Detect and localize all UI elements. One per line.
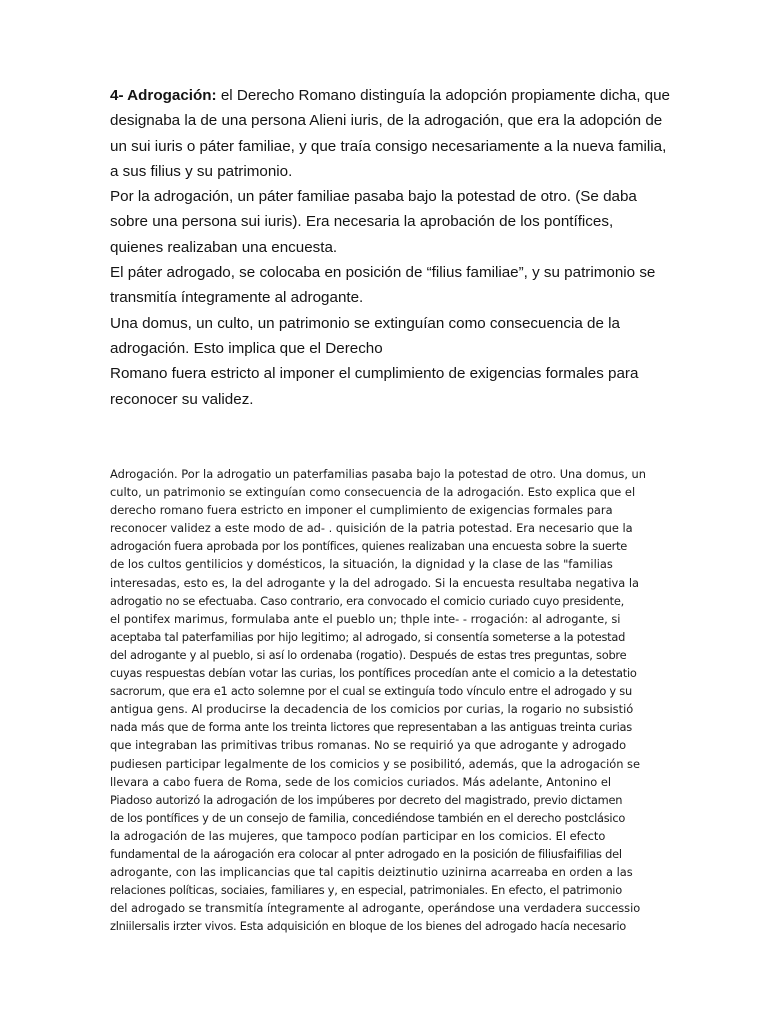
paragraph-filius-familiae: El páter adrogado, se colocaba en posición de “filius familiae”, y su patrimonio se transmitía íntegramente al adrogante. bbox=[110, 264, 656, 307]
text-line: relaciones políticas, sociaies, familiares y, en especial, patrimoniales. En efecto, el patrimonio bbox=[110, 883, 622, 898]
text-line: de los pontífices y de un consejo de familia, concediéndose también en el derecho postclásico bbox=[110, 810, 626, 825]
paragraph-intro bbox=[110, 83, 670, 184]
paragraph-potestad: Por la adrogación, un páter familiae pasaba bajo la potestad de otro. (Se daba sobre una persona sui iuris). Era necesaria la aprobación de los pontífices, quienes realizaban una encuesta. bbox=[110, 188, 637, 256]
text-line: del adrogado se transmitía íntegramente al adrogante, operándose una verdadera successio bbox=[110, 901, 641, 916]
text-line: reconocer validez a este modo de ad- . quisición de la patria potestad. Era necesario que la bbox=[110, 521, 633, 536]
text-line: cuyas respuestas debían votar las curias, los pontífices procedían ante el comicio a la detestatio bbox=[110, 666, 637, 681]
text-line: pudiesen participar legalmente de los comicios y se posibilitó, además, que la adrogación se bbox=[110, 756, 640, 771]
text-line: adrogación fuera aprobada por los pontífices, quienes realizaban una encuesta sobre la suerte bbox=[110, 539, 628, 554]
text-line: Piadoso autorizó la adrogación de los impúberes por decreto del magistrado, previo dictamen bbox=[110, 792, 623, 807]
text-line: que integraban las primitivas tribus romanas. No se requirió ya que adrogante y adrogado bbox=[110, 738, 627, 753]
text-line: fundamental de la aárogación era colocar al pnter adrogado en la posición de filiusfaifilias del bbox=[110, 846, 622, 861]
paragraph-intro-text: el Derecho Romano distinguía la adopción propiamente dicha, que designaba la de una persona Alieni iuris, de la adrogación, que era la adopción de un sui iuris o páter familiae, y que traía consigo necesariamente a la nueva familia, a sus filius y su patrimonio. bbox=[110, 87, 670, 180]
text-line: adrogatio no se efectuaba. Caso contrario, era convocado el comicio curiado cuyo presidente, bbox=[110, 593, 625, 608]
text-line: llevara a cabo fuera de Roma, sede de los comicios curiados. Más adelante, Antonino el bbox=[110, 774, 612, 789]
text-line: adrogante, con las implicancias que tal capitis deiztinutio uzinirna acarreaba en orden a las bbox=[110, 865, 633, 880]
text-line: derecho romano fuera estricto en imponer el cumplimiento de exigencias formales para bbox=[110, 503, 613, 518]
text-line: interesadas, esto es, la del adrogante y la del adrogado. Si la encuesta resultaba negativa la bbox=[110, 575, 640, 590]
text-line: la adrogación de las mujeres, que tampoco podían participar en los comicios. El efecto bbox=[110, 828, 606, 843]
text-line: Adrogación. Por la adrogatio un paterfamilias pasaba bajo la potestad de otro. Una domus, un bbox=[110, 467, 646, 481]
adrogacion-detail-section bbox=[110, 465, 658, 935]
text-line: el pontifex marimus, formulaba ante el pueblo un; thple inte- - rrogación: al adrogante, si bbox=[110, 611, 621, 626]
text-line: antigua gens. Al producirse la decadencia de los comicios por curias, la rogario no subsistió bbox=[110, 702, 634, 717]
text-line: de los cultos gentilicios y domésticos, la situación, la dignidad y la clase de las "familias bbox=[110, 557, 613, 572]
section-heading: 4- Adrogación: bbox=[110, 87, 217, 104]
text-line: aceptaba tal paterfamilias por hijo legitimo; al adrogado, si consentía someterse a la potestad bbox=[110, 629, 626, 644]
text-line: zlniilersalis irzter vivos. Esta adquisición en bloque de los bienes del adrogado hacía necesario bbox=[110, 919, 626, 934]
text-line: nada más que de forma ante los treinta lictores que representaban a las antiguas treinta curias bbox=[110, 720, 632, 735]
text-line: culto, un patrimonio se extinguían como consecuencia de la adrogación. Esto explica que el bbox=[110, 485, 636, 500]
paragraph-domus-a: Una domus, un culto, un patrimonio se extinguían como consecuencia de la adrogación. Esto implica que el Derecho bbox=[110, 314, 620, 357]
text-line: del adrogante y al pueblo, si así lo ordenaba (rogatio). Después de estas tres preguntas, sobre bbox=[110, 647, 627, 662]
text-line: sacrorum, que era e1 acto solemne por el cual se extinguía todo vínculo entre el adrogado y su bbox=[110, 684, 632, 699]
adrogacion-summary-section bbox=[110, 83, 670, 412]
paragraph-domus-b: Romano fuera estricto al imponer el cumplimiento de exigencias formales para reconocer su validez. bbox=[110, 365, 639, 408]
